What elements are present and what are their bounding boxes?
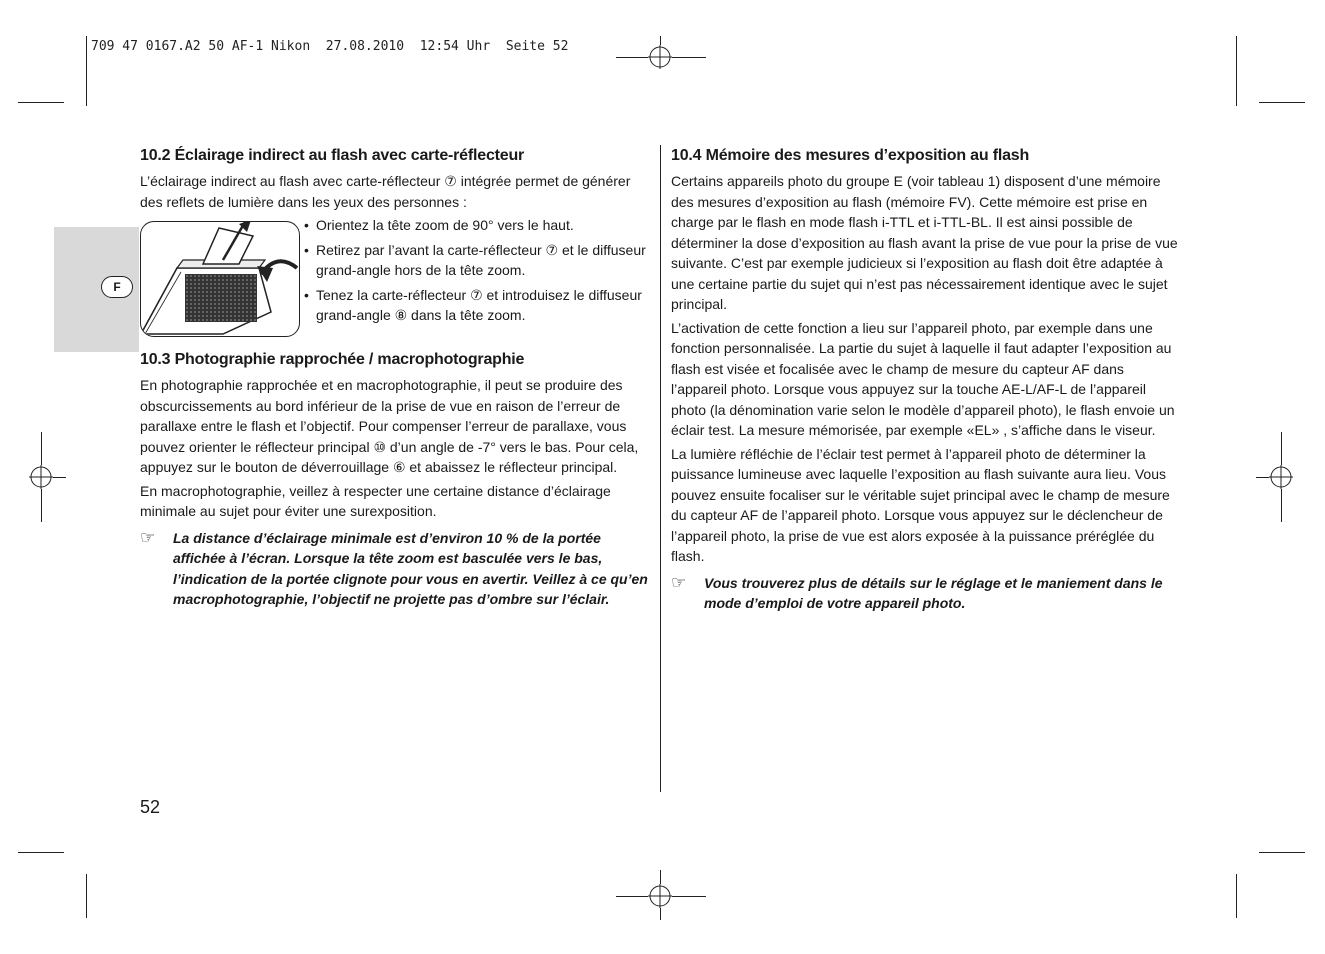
crop-mark xyxy=(1259,102,1305,103)
section-10-2 xyxy=(140,145,650,335)
note xyxy=(671,573,1183,614)
column-divider xyxy=(660,145,661,792)
list-item: • Retirez par l’avant la carte-réflecteur ⑦ et le diffuseur grand-angle hors de la tête zoom. xyxy=(304,240,654,281)
paragraph: Certains appareils photo du groupe E (voir tableau 1) disposent d’une mémoire des mesures d’exposition au flash (mémoire FV). Cette mémoire est prise en charge par le flash en mode flash i-TTL et i-TTL-BL. Il est ainsi possible de déterminer la dose d’exposition au flash avant la prise de vue pour la prise de vue suivante. C’est par exemple judicieux si l’exposition au flash doit être adaptée à une certaine partie du sujet qui n’est pas nécessairement identique avec le sujet principal. xyxy=(671,173,1178,312)
paragraph: La lumière réfléchie de l’éclair test permet à l’appareil photo de déterminer la puissance lumineuse avec laquelle l’exposition au flash suivante aura lieu. Vous pouvez ensuite focaliser sur le véritable sujet principal avec le champ de mesure du capteur AF de l’appareil photo. Lorsque vous appuyez sur le déclencheur de l’appareil photo, la prise de vue est alors exposée à la puissance préréglée du flash. xyxy=(671,445,1170,564)
print-header: 709 47 0167.A2 50 AF-1 Nikon 27.08.2010 12:54 Uhr Seite 52 xyxy=(91,39,569,54)
instruction-list xyxy=(304,215,654,330)
page-number: 52 xyxy=(140,797,161,817)
note-text: Vous trouverez plus de détails sur le réglage et le maniement dans le mode d’emploi de votre appareil photo. xyxy=(704,574,1163,611)
registration-crosshair-icon xyxy=(648,45,672,69)
crop-mark xyxy=(1259,852,1305,853)
crop-mark xyxy=(616,57,648,58)
crop-mark xyxy=(660,908,661,920)
figure-row xyxy=(140,215,650,335)
crop-mark xyxy=(660,36,661,45)
crop-mark xyxy=(1281,489,1282,522)
crop-mark xyxy=(1236,874,1237,918)
pointing-hand-icon: ☞ xyxy=(140,527,156,547)
language-badge: F xyxy=(101,276,133,298)
paragraph: L’activation de cette fonction a lieu sur l’appareil photo, par exemple dans une fonction personnalisée. La partie du sujet à laquelle il faut adapter l’exposition au flash est visée et focalisée avec le champ de mesure du capteur AF dans l’appareil photo. Lorsque vous appuyez sur la touche AE-L/AF-L de l’appareil photo (la dénomination varie selon le modèle d’appareil photo), le flash envoie un éclair test. La mesure mémorisée, par exemple «EL» , s’affiche dans le viseur. xyxy=(671,319,1175,438)
list-item: • Tenez la carte-réflecteur ⑦ et introduisez le diffuseur grand-angle ⑧ dans la tête zoom. xyxy=(304,285,654,326)
section-10-3 xyxy=(140,349,650,610)
crop-mark xyxy=(660,870,661,884)
section-intro: L’éclairage indirect au flash avec carte-réflecteur ⑦ intégrée permet de générer des reflets de lumière dans les yeux des personnes : xyxy=(140,173,631,210)
registration-crosshair-icon xyxy=(1269,465,1293,489)
crop-mark xyxy=(1281,432,1282,465)
crop-mark xyxy=(86,36,87,106)
paragraph: En photographie rapprochée et en macrophotographie, il peut se produire des obscurcissements au bord inférieur de la prise de vue en raison de l’erreur de parallaxe entre le flash et l’objectif. Pour compenser l’erreur de parallaxe, vous pouvez orienter le réflecteur principal ⑩ d’un angle de -7° vers le bas. Pour cela, appuyez sur le bouton de déverrouillage ⑥ et abaissez le réflecteur principal. xyxy=(140,377,639,475)
crop-mark xyxy=(18,852,64,853)
section-title: 10.2 Éclairage indirect au flash avec carte-réflecteur xyxy=(140,147,525,164)
registration-crosshair-icon xyxy=(29,465,53,489)
crop-mark xyxy=(86,874,87,918)
section-title: 10.3 Photographie rapprochée / macrophotographie xyxy=(140,351,525,368)
crop-mark xyxy=(18,102,64,103)
crop-mark xyxy=(41,432,42,465)
paragraph: En macrophotographie, veillez à respecter une certaine distance d’éclairage minimale au sujet pour éviter une surexposition. xyxy=(140,482,611,519)
registration-crosshair-icon xyxy=(648,884,672,908)
section-10-4 xyxy=(671,145,1183,614)
crop-mark xyxy=(1256,477,1269,478)
crop-mark xyxy=(616,896,648,897)
crop-mark xyxy=(672,896,706,897)
section-title: 10.4 Mémoire des mesures d’exposition au flash xyxy=(671,147,1030,164)
pointing-hand-icon: ☞ xyxy=(671,572,687,592)
crop-mark xyxy=(41,489,42,522)
note-text: La distance d’éclairage minimale est d’environ 10 % de la portée affichée à l’écran. Lorsque la tête zoom est basculée vers le bas, l’indication de la portée clignote pour vous en avertir. Veillez à ce qu’en macrophotographie, l’objectif ne projette pas d’ombre sur l’éclair. xyxy=(173,529,648,607)
left-column xyxy=(140,145,650,610)
crop-mark xyxy=(1236,36,1237,106)
crop-mark xyxy=(53,477,66,478)
crop-mark xyxy=(672,57,706,58)
list-item: • Orientez la tête zoom de 90° vers le haut. xyxy=(304,215,654,236)
note xyxy=(140,528,650,610)
flash-reflector-card-illustration xyxy=(140,221,300,337)
right-column xyxy=(671,145,1183,614)
